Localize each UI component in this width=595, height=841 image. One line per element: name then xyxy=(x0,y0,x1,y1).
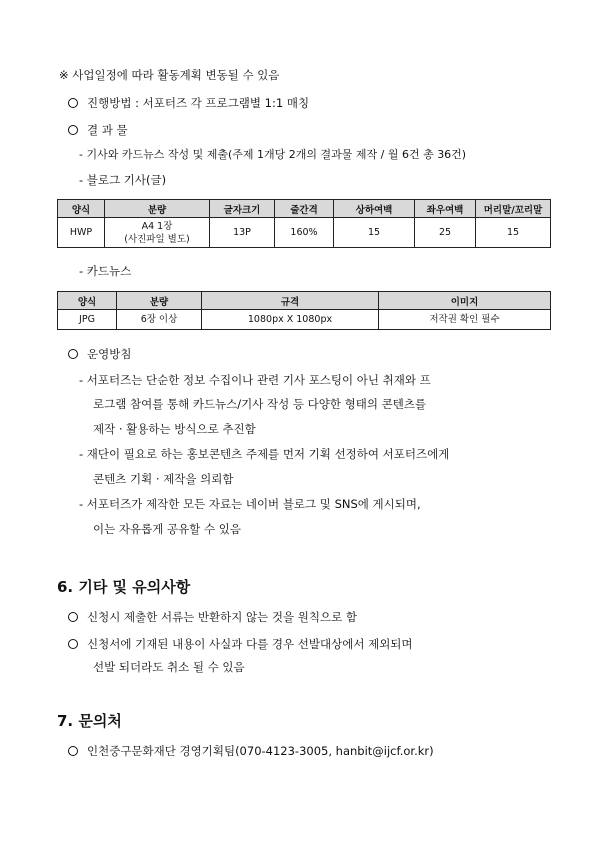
cell-amount: 6장 이상 xyxy=(117,310,202,330)
column-header: 분량 xyxy=(117,292,202,310)
cell-amount-line2: (사진파일 별도) xyxy=(124,233,190,245)
cell-format: JPG xyxy=(58,310,117,330)
results-heading: 결 과 물 xyxy=(87,123,128,137)
circle-bullet-icon xyxy=(68,125,78,135)
cell-margin-lr: 25 xyxy=(415,218,476,248)
operation-line: - 서포터즈가 제작한 모든 자료는 네이버 블로그 및 SNS에 게시되며, xyxy=(79,497,421,511)
cell-header-footer: 15 xyxy=(476,218,551,248)
operation-bullet xyxy=(68,346,131,362)
table-row xyxy=(58,218,551,248)
cell-format: HWP xyxy=(58,218,105,248)
section-6-title: 6. 기타 및 유의사항 xyxy=(57,578,191,596)
cell-margin-tb: 15 xyxy=(334,218,415,248)
operation-line: 콘텐츠 기획 · 제작을 의뢰함 xyxy=(93,472,234,486)
blog-table-header-row xyxy=(58,200,551,218)
operation-line: - 재단이 필요로 하는 홍보콘텐츠 주제를 먼저 기획 선정하여 서포터즈에게 xyxy=(79,447,450,461)
method-bullet xyxy=(68,95,309,111)
circle-bullet-icon xyxy=(68,612,78,622)
circle-bullet-icon xyxy=(68,98,78,108)
circle-bullet-icon xyxy=(68,639,78,649)
table-row xyxy=(58,310,551,330)
column-header: 양식 xyxy=(58,292,117,310)
section-6-item xyxy=(68,636,413,652)
blog-spec-table xyxy=(57,199,551,248)
column-header: 분량 xyxy=(105,200,210,218)
column-header: 규격 xyxy=(202,292,379,310)
results-bullet xyxy=(68,122,128,138)
results-item-cardnews: - 카드뉴스 xyxy=(79,264,132,278)
column-header: 양식 xyxy=(58,200,105,218)
operation-line: 제작 · 활용하는 방식으로 추진함 xyxy=(93,422,256,436)
cell-amount-line1: A4 1장 xyxy=(141,220,173,232)
cell-line-spacing: 160% xyxy=(275,218,334,248)
section-6-item xyxy=(68,609,357,625)
cardnews-spec-table xyxy=(57,291,551,330)
cell-spec: 1080px X 1080px xyxy=(202,310,379,330)
section-7-item xyxy=(68,743,434,759)
card-table-header-row xyxy=(58,292,551,310)
column-header: 글자크기 xyxy=(210,200,275,218)
method-text: 진행방법 : 서포터즈 각 프로그램별 1:1 매칭 xyxy=(87,96,310,110)
operation-line: 로그램 참여를 통해 카드뉴스/기사 작성 등 다양한 형태의 콘텐츠를 xyxy=(93,397,427,411)
column-header: 좌우여백 xyxy=(415,200,476,218)
cell-font-size: 13P xyxy=(210,218,275,248)
column-header: 상하여백 xyxy=(334,200,415,218)
column-header: 줄간격 xyxy=(275,200,334,218)
operation-line: - 서포터즈는 단순한 정보 수집이나 관련 기사 포스팅이 아닌 취재와 프 xyxy=(79,373,431,387)
column-header: 머리말/꼬리말 xyxy=(476,200,551,218)
column-header: 이미지 xyxy=(379,292,551,310)
cell-amount xyxy=(105,218,210,248)
results-item-articles: - 기사와 카드뉴스 작성 및 제출(주제 1개당 2개의 결과물 제작 / 월 6건 총 36건) xyxy=(79,148,467,161)
section-7-title: 7. 문의처 xyxy=(57,712,122,730)
schedule-notice: ※ 사업일정에 따라 활동계획 변동될 수 있음 xyxy=(59,68,280,82)
circle-bullet-icon xyxy=(68,746,78,756)
operation-heading: 운영방침 xyxy=(87,347,132,361)
cell-image: 저작권 확인 필수 xyxy=(379,310,551,330)
section-6-item-text: 신청서에 기재된 내용이 사실과 다를 경우 선발대상에서 제외되며 xyxy=(87,637,413,651)
section-6-item-continuation: 선발 되더라도 취소 될 수 있음 xyxy=(93,660,245,674)
operation-line: 이는 자유롭게 공유할 수 있음 xyxy=(93,522,241,536)
section-6-item-text: 신청시 제출한 서류는 반환하지 않는 것을 원칙으로 함 xyxy=(87,610,357,624)
results-item-blog: - 블로그 기사(글) xyxy=(79,173,167,187)
circle-bullet-icon xyxy=(68,349,78,359)
contact-text: 인천중구문화재단 경영기획팀(070-4123-3005, hanbit@ijcf.or.kr) xyxy=(87,744,434,758)
